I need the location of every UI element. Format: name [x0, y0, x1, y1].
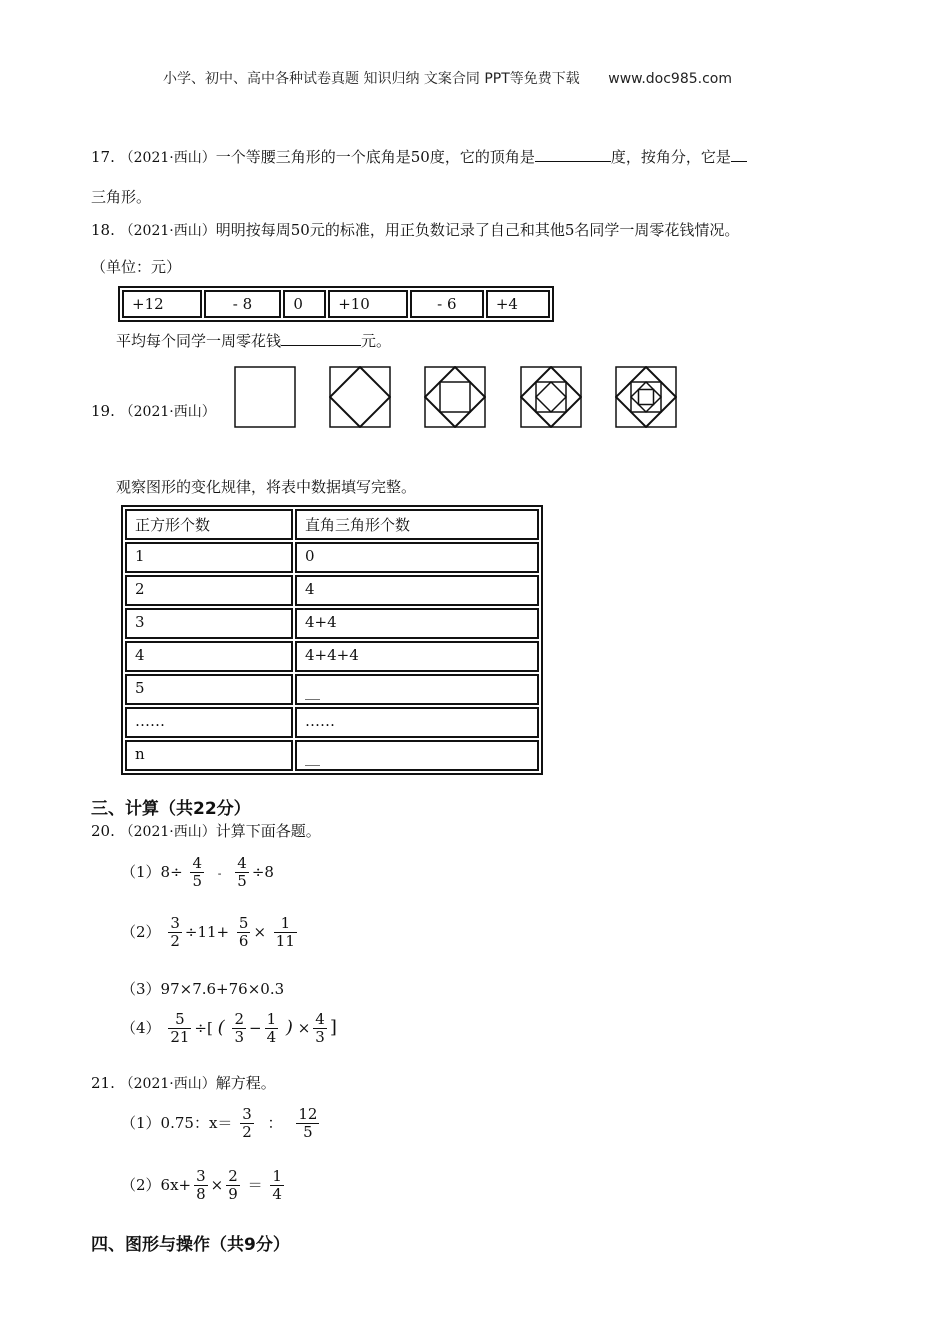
- answer-blank[interactable]: [731, 147, 747, 162]
- fraction: $\frac{1}{11}$: [275, 914, 295, 951]
- fraction: $\frac{4}{5}$: [192, 854, 202, 891]
- operator: -: [217, 866, 222, 880]
- item-label: （3）: [121, 980, 161, 998]
- fraction: $\frac{3}{2}$: [170, 914, 180, 951]
- answer-blank[interactable]: [535, 147, 611, 162]
- question-18: [91, 219, 739, 240]
- fraction: $\frac{5}{21}$: [170, 1010, 190, 1047]
- table-cell: 2: [125, 575, 293, 606]
- table-cell: ……: [125, 707, 293, 738]
- table-header: 直角三角形个数: [295, 509, 539, 540]
- question-number: 17.: [91, 148, 115, 166]
- pattern-figure-3: [424, 366, 486, 428]
- expr-text: 0.75：x＝: [160, 1113, 233, 1132]
- pattern-figure-1: [234, 366, 296, 428]
- expr-text: ÷[: [194, 1018, 213, 1037]
- question-19: [91, 401, 216, 421]
- fraction: $\frac{4}{3}$: [315, 1010, 325, 1047]
- fraction: $\frac{1}{4}$: [266, 1010, 277, 1047]
- allowance-cell: - 8: [204, 290, 282, 318]
- item-label: （1）: [121, 1113, 161, 1132]
- answer-blank[interactable]: [281, 331, 361, 346]
- calc-item-3: [121, 978, 284, 999]
- question-source: （2021·西山）: [119, 404, 216, 420]
- question-source: （2021·西山）: [119, 1076, 216, 1092]
- question-source: （2021·西山）: [119, 150, 216, 166]
- equation-1: [121, 1106, 322, 1142]
- header-text: 小学、初中、高中各种试卷真题 知识归纳 文案合同 PPT等免费下载: [163, 71, 580, 87]
- fraction: $\frac{3}{8}$: [196, 1167, 206, 1204]
- question-text: 解方程。: [215, 1074, 276, 1092]
- fraction: $\frac{5}{6}$: [238, 914, 249, 951]
- pattern-table: [121, 505, 543, 775]
- question-20: [91, 820, 321, 841]
- pattern-figure-2: [329, 366, 391, 428]
- table-cell: 1: [125, 542, 293, 573]
- operator: ×: [297, 1018, 311, 1037]
- fraction: $\frac{4}{5}$: [237, 854, 247, 891]
- answer-blank-cell[interactable]: __: [295, 674, 539, 705]
- allowance-cell: +12: [122, 290, 202, 318]
- table-cell: 5: [125, 674, 293, 705]
- paren: (: [217, 1016, 225, 1038]
- table-cell: 4: [295, 575, 539, 606]
- allowance-cell: +4: [486, 290, 550, 318]
- question-source: （2021·西山）: [119, 824, 216, 840]
- item-label: （2）: [121, 922, 161, 941]
- fraction: $\frac{1}{4}$: [272, 1167, 282, 1204]
- question-number: 18.: [91, 221, 115, 239]
- question-text: 明明按每周50元的标准，用正负数记录了自己和其他5名同学一周零花钱情况。: [215, 221, 740, 239]
- unit-note: （单位：元）: [91, 258, 182, 276]
- expr-text: 6x+: [160, 1175, 192, 1194]
- table-cell: 0: [295, 542, 539, 573]
- allowance-cell: 0: [283, 290, 326, 318]
- table-cell: 4+4+4: [295, 641, 539, 672]
- table-header: 正方形个数: [125, 509, 293, 540]
- bracket: ]: [329, 1016, 337, 1038]
- fraction: $\frac{3}{2}$: [242, 1105, 252, 1142]
- question-19-instruction: 观察图形的变化规律，将表中数据填写完整。: [116, 478, 417, 496]
- item-label: （4）: [121, 1018, 161, 1037]
- question-17: [91, 146, 747, 167]
- average-line: [116, 330, 391, 351]
- question-text: 一个等腰三角形的一个底角是50度，它的顶角是: [215, 148, 535, 166]
- question-text: 度，按角分，它是: [610, 148, 731, 166]
- header-site: www.doc985.com: [608, 71, 732, 87]
- table-cell: ……: [295, 707, 539, 738]
- expr-text: ÷11+: [184, 922, 230, 941]
- allowance-table: [118, 286, 554, 322]
- calc-item-4: [121, 1011, 337, 1047]
- pattern-figure-5: [615, 366, 677, 428]
- question-text: 平均每个同学一周零花钱: [116, 332, 282, 350]
- calc-item-1: [121, 855, 274, 891]
- pattern-figure-4: [520, 366, 582, 428]
- section-4-title: 四、图形与操作（共9分）: [91, 1235, 290, 1255]
- calc-item-2: [121, 915, 300, 951]
- question-number: 21.: [91, 1074, 115, 1092]
- question-text: 计算下面各题。: [215, 822, 321, 840]
- operator: ＝: [247, 1175, 263, 1194]
- expr-text: 8÷: [160, 862, 183, 881]
- operator: −: [248, 1018, 262, 1037]
- question-text: 元。: [361, 332, 392, 350]
- fraction: $\frac{12}{5}$: [298, 1105, 318, 1142]
- expr-text: 97×7.6+76×0.3: [160, 980, 285, 998]
- question-source: （2021·西山）: [119, 223, 216, 239]
- expr-text: ÷8: [251, 862, 274, 881]
- allowance-cell: +10: [328, 290, 408, 318]
- equation-2: [121, 1168, 287, 1204]
- fraction: $\frac{2}{9}$: [228, 1167, 238, 1204]
- item-label: （1）: [121, 862, 161, 881]
- table-cell: 4+4: [295, 608, 539, 639]
- section-3-title: 三、计算（共22分）: [91, 799, 251, 819]
- allowance-cell: - 6: [410, 290, 484, 318]
- question-number: 19.: [91, 402, 115, 420]
- page-header: [163, 68, 732, 88]
- table-cell: 4: [125, 641, 293, 672]
- answer-blank-cell[interactable]: __: [295, 740, 539, 771]
- item-label: （2）: [121, 1175, 161, 1194]
- operator: ×: [210, 1175, 224, 1194]
- question-21: [91, 1072, 276, 1093]
- table-cell: 3: [125, 608, 293, 639]
- operator: ：: [267, 1113, 283, 1132]
- fraction: $\frac{2}{3}$: [234, 1010, 244, 1047]
- question-17-cont: 三角形。: [91, 188, 152, 206]
- table-cell: n: [125, 740, 293, 771]
- paren: ): [285, 1016, 293, 1038]
- operator: ×: [253, 922, 267, 941]
- question-number: 20.: [91, 822, 115, 840]
